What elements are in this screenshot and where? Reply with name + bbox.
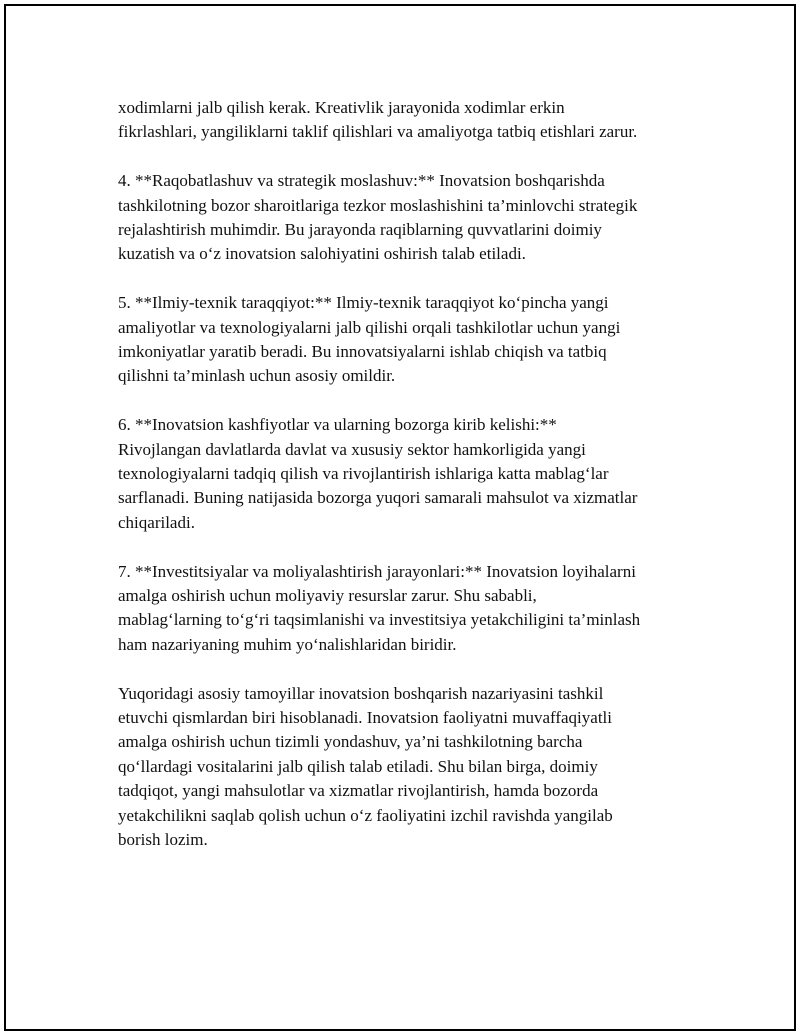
paragraph-item-6: 6. **Inovatsion kashfiyotlar va ularning bozorga kirib kelishi:** Rivojlangan davlatlarda davlat va xususiy sektor hamkorligida yangi texnologiyalarni tadqiq qilish va rivojlantirish ishlariga katta mablag‘lar sarflanadi. Buning natijasida bozorga yuqori samarali mahsulot va xizmatlar chiqariladi. [118,415,638,532]
document-body [118,96,698,877]
paragraph-conclusion: Yuqoridagi asosiy tamoyillar inovatsion boshqarish nazariyasini tashkil etuvchi qismlardan biri hisoblanadi. Inovatsion faoliyatni muvaffaqiyatli amalga oshirish uchun tizimli yondashuv, ya’ni tashkilotning barcha qo‘llardagi vositalarini jalb qilish talab etiladi. Shu bilan birga, doimiy tadqiqot, yangi mahsulotlar va xizmatlar rivojlantirish, hamda bozorda yetakchilikni saqlab qolish uchun o‘z faoliyatini izchil ravishda yangilab borish lozim. [118,683,613,850]
paragraph-item-7: 7. **Investitsiyalar va moliyalashtirish jarayonlari:** Inovatsion loyihalarni amalga oshirish uchun moliyaviy resurslar zarur. Shu sababli, mablag‘larning to‘g‘ri taqsimlanishi va investitsiya yetakchiligini ta’minlash ham nazariyaning muhim yo‘nalishlaridan biridir. [118,561,641,654]
document-page [4,4,796,1031]
paragraph-item-5: 5. **Ilmiy-texnik taraqqiyot:** Ilmiy-texnik taraqqiyot ko‘pincha yangi amaliyotlar va texnologiyalarni jalb qilishi orqali tashkilotlar uchun yangi imkoniyatlar yaratib beradi. Bu innovatsiyalarni ishlab chiqish va tatbiq qilishni ta’minlash uchun asosiy omildir. [118,293,621,386]
paragraph-item-4: 4. **Raqobatlashuv va strategik moslashuv:** Inovatsion boshqarishda tashkilotning bozor sharoitlariga tezkor moslashishini ta’minlovchi strategik rejalashtirish muhimdir. Bu jarayonda raqiblarning quvvatlarini doimiy kuzatish va o‘z inovatsion salohiyatini oshirish talab etiladi. [118,171,638,264]
paragraph-continuation: xodimlarni jalb qilish kerak. Kreativlik jarayonida xodimlar erkin fikrlashlari, yangiliklarni taklif qilishlari va amaliyotga tatbiq etishlari zarur. [118,98,638,142]
